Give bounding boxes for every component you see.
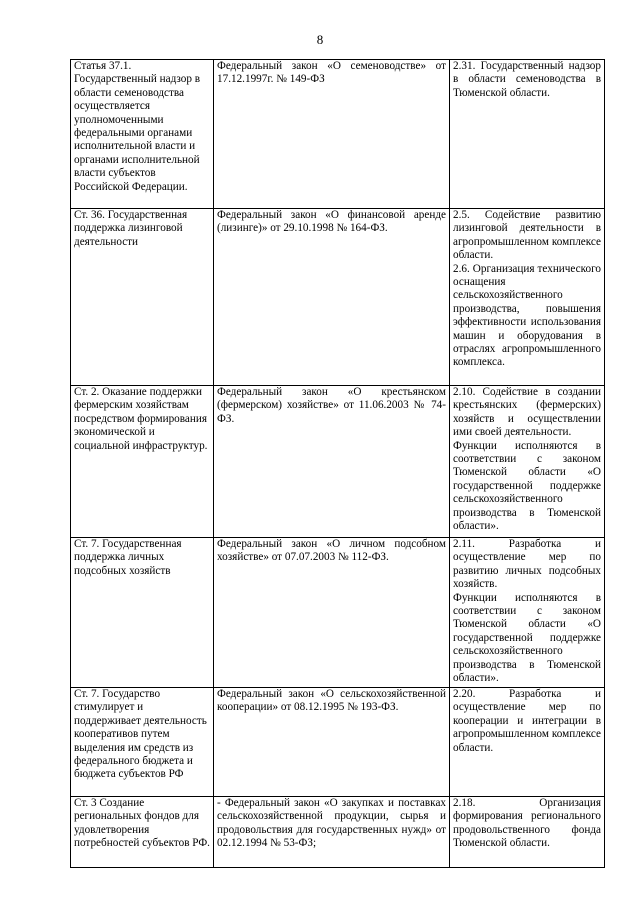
function-paragraph: 2.20. Разработка и осуществление мер по кооперации и интеграции в агропромышленном комплексе области. [453, 688, 601, 754]
table-row [71, 60, 605, 209]
table-row [71, 797, 605, 868]
table-row [71, 386, 605, 538]
functions-cell [450, 386, 605, 538]
function-paragraph: Функции исполняются в соответствии с законом Тюменской области «О государственной поддержке сельскохозяйственного производства в Тюменской области». [453, 591, 601, 685]
article-cell: Ст. 3 Создание региональных фондов для удовлетворения потребностей субъектов РФ. [71, 797, 214, 868]
function-paragraph: 2.6. Организация технического оснащения сельскохозяйственного производства, повышения эффективности использования машин и оборудования в отраслях агропромышленного комплекса. [453, 262, 601, 369]
function-paragraph: 2.5. Содействие развитию лизинговой деятельности в агропромышленном комплексе области. [453, 209, 601, 262]
table-row [71, 688, 605, 797]
law-cell: Федеральный закон «О семеноводстве» от 17.12.1997г. № 149-ФЗ [214, 60, 450, 209]
functions-cell [450, 797, 605, 868]
article-cell: Ст. 7. Государство стимулирует и поддерживает деятельность кооперативов путем выделения им средств из федерального бюджета и бюджета субъектов РФ [71, 688, 214, 797]
functions-cell [450, 60, 605, 209]
function-paragraph: 2.18. Организация формирования регионального продовольственного фонда Тюменской области. [453, 797, 601, 850]
function-paragraph: 2.31. Государственный надзор в области семеноводства в Тюменской области. [453, 60, 601, 99]
function-paragraph: 2.11. Разработка и осуществление мер по развитию личных подсобных хозяйств. [453, 538, 601, 591]
law-cell: Федеральный закон «О сельскохозяйственной кооперации» от 08.12.1995 № 193-ФЗ. [214, 688, 450, 797]
law-cell: Федеральный закон «О финансовой аренде (лизинге)» от 29.10.1998 № 164-ФЗ. [214, 209, 450, 386]
functions-cell [450, 538, 605, 688]
functions-cell [450, 209, 605, 386]
article-cell: Статья 37.1. Государственный надзор в области семеноводства осуществляется уполномоченными федеральными органами исполнительной власти и органами исполнительной власти субъектов Российской Федерации. [71, 60, 214, 209]
table-row [71, 209, 605, 386]
function-paragraph: Функции исполняются в соответствии с законом Тюменской области «О государственной поддержке сельскохозяйственного производства в Тюменской области». [453, 439, 601, 533]
law-cell: - Федеральный закон «О закупках и поставках сельскохозяйственной продукции, сырья и продовольствия для государственных нужд» от 02.12.1994 № 53-ФЗ; [214, 797, 450, 868]
document-table [70, 59, 605, 868]
table-row [71, 538, 605, 688]
functions-cell [450, 688, 605, 797]
law-cell: Федеральный закон «О крестьянском (фермерском) хозяйстве» от 11.06.2003 № 74-ФЗ. [214, 386, 450, 538]
function-paragraph: 2.10. Содействие в создании крестьянских (фермерских) хозяйств и осуществлении ими своей деятельности. [453, 386, 601, 439]
article-cell: Ст. 36. Государственная поддержка лизинговой деятельности [71, 209, 214, 386]
article-cell: Ст. 2. Оказание поддержки фермерским хозяйствам посредством формирования экономической и социальной инфраструктур. [71, 386, 214, 538]
law-cell: Федеральный закон «О личном подсобном хозяйстве» от 07.07.2003 № 112-ФЗ. [214, 538, 450, 688]
page-number: 8 [316, 32, 324, 47]
article-cell: Ст. 7. Государственная поддержка личных подсобных хозяйств [71, 538, 214, 688]
